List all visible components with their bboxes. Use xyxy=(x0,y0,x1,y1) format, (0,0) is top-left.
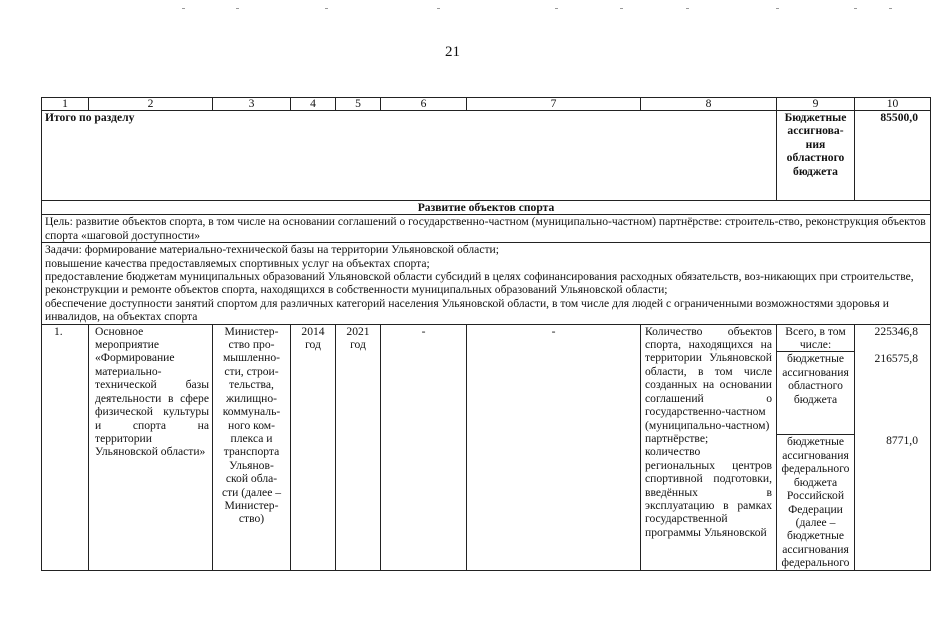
goal-row xyxy=(42,215,931,243)
funding-source-total: Всего, в том числе: xyxy=(777,325,854,352)
goal-text: Цель: развитие объектов спорта, в том числе на основании соглашений о государственно-частном (муниципально-частном) партнёрстве: строитель-ство, реконструкция объектов спорта «шаговой доступности» xyxy=(42,215,931,243)
tasks-row xyxy=(42,243,931,324)
col-number: 1 xyxy=(42,98,89,111)
activity-start-year: 2014 год xyxy=(291,324,336,570)
col-number: 4 xyxy=(291,98,336,111)
activity-col7: - xyxy=(467,324,641,570)
col-number: 8 xyxy=(641,98,777,111)
section-total-row xyxy=(42,111,931,201)
col-number: 2 xyxy=(89,98,213,111)
col-number: 5 xyxy=(336,98,381,111)
funding-sources xyxy=(777,324,855,570)
section-total-source: Бюджетные ассигнова- ния областного бюджета xyxy=(777,111,855,201)
col-number: 7 xyxy=(467,98,641,111)
section-total-label: Итого по разделу xyxy=(42,111,777,201)
program-table xyxy=(41,97,931,571)
amount-federal: 8771,0 xyxy=(886,433,918,447)
section-title: Развитие объектов спорта xyxy=(42,201,931,215)
amount-regional: 216575,8 xyxy=(874,351,918,365)
tasks-text: Задачи: формирование материально-технической базы на территории Ульяновской области; повышение качества предоставляемых спортивных услуг на объектах спорта; предоставление бюджетам муниципальных образований Ульяновской области субсидий в целях софинансирования расходных обязательств, воз-никающих при строительстве, реконструкции и ремонте объектов спорта, находящихся в собственности муниципальных образований Ульяновской области; обеспечение доступности занятий спортом для различных категорий населения Ульяновской области, в том числе для людей с ограниченными возможностями здоровья и инвалидов, на объектах спорта xyxy=(42,243,931,324)
col-number: 10 xyxy=(855,98,931,111)
col-number: 9 xyxy=(777,98,855,111)
funding-sources-list xyxy=(777,325,854,570)
page-number: 21 xyxy=(445,44,460,60)
section-title-row xyxy=(42,201,931,215)
column-numbers-row xyxy=(42,98,931,111)
col-number: 6 xyxy=(381,98,467,111)
activity-indicators: Количество объектов спорта, находящихся на территории Ульяновской области, в том числе созданных на основании соглашений о государственно-частном (муниципально-частном) партнёрстве; количество региональных центров спортивной подготовки, введённых в эксплуатацию в рамках государственной программы Ульяновской xyxy=(641,324,777,570)
funding-amounts xyxy=(855,324,931,570)
activity-name: Основное мероприятие «Формирование материально-технической базы деятельности в сфере физической культуры и спорта на территории Ульяновской области» xyxy=(89,324,213,570)
amount-total: 225346,8 xyxy=(874,324,918,338)
scan-marks xyxy=(0,8,905,12)
section-total-amount: 85500,0 xyxy=(855,111,931,201)
activity-col6: - xyxy=(381,324,467,570)
funding-source-federal: бюджетные ассигнования федерального бюджета Российской Федерации (далее – бюджетные ассигнования федерального xyxy=(781,435,850,570)
activity-end-year: 2021 год xyxy=(336,324,381,570)
funding-source-regional: бюджетные ассигнования областного бюджета xyxy=(777,352,854,435)
activity-number: 1. xyxy=(42,324,89,570)
activity-row xyxy=(42,324,931,570)
activity-executor: Министер- ство про- мышленно- сти, строи- тельства, жилищно- коммуналь- ного ком- плекса и транспорта Ульянов- ской обла- сти (далее – Министер- ство) xyxy=(213,324,291,570)
col-number: 3 xyxy=(213,98,291,111)
funding-amounts-list xyxy=(855,325,930,447)
